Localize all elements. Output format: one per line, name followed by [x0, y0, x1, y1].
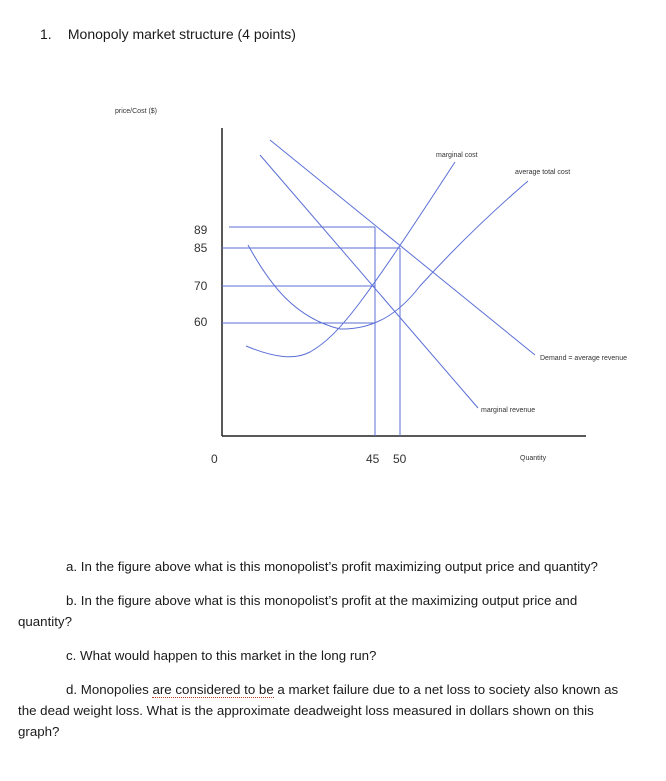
x-axis-label: Quantity — [520, 455, 547, 462]
price-label-60: 60 — [194, 315, 208, 329]
demand-label: Demand = average revenue — [540, 355, 627, 362]
origin-label: 0 — [211, 452, 218, 466]
question-b: b. In the figure above what is this monopolist’s profit at the maximizing output price and quantity? — [18, 593, 578, 629]
price-label-89: 89 — [194, 223, 208, 237]
price-label-70: 70 — [194, 279, 208, 293]
quantity-label-45: 45 — [366, 452, 380, 466]
marginal-revenue-label: marginal revenue — [481, 407, 536, 414]
marginal-revenue-curve — [260, 155, 478, 408]
y-axis-label: price/Cost ($) — [115, 108, 158, 115]
question-d: d. Monopolies are considered to be a market failure due to a net loss to society also known as the dead weight loss. What is the approximate deadweight loss measured in dollars shown on this graph? — [18, 682, 619, 739]
average-total-cost-label: average total cost — [515, 169, 571, 176]
average-total-cost-curve — [248, 181, 528, 329]
question-number: 1. — [40, 26, 52, 42]
spellcheck-underline: are considered to be — [152, 682, 274, 697]
quantity-label-50: 50 — [393, 452, 407, 466]
question-title: Monopoly market structure (4 points) — [67, 26, 296, 42]
question-c: c. What would happen to this market in the long run? — [66, 648, 377, 663]
question-a: a. In the figure above what is this monopolist’s profit maximizing output price and quantity? — [66, 559, 598, 574]
marginal-cost-label: marginal cost — [436, 152, 478, 159]
price-label-85: 85 — [194, 241, 208, 255]
